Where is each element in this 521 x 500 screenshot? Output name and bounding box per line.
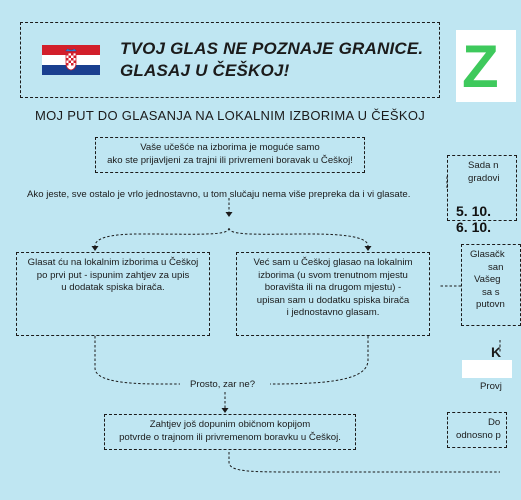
right-box-line-5: i jednostavno glasam. xyxy=(286,307,380,318)
arrowhead-down-left xyxy=(92,246,99,251)
headline-line-2: GLASAJ U ČEŠKOJ! xyxy=(120,61,290,80)
right-info-box-3 xyxy=(447,412,507,448)
right-info-box-2 xyxy=(461,244,521,326)
right-box1-line-2: gradovi xyxy=(468,172,500,184)
right-box-line-4: upisan sam u dodatku spiska birača xyxy=(256,294,410,306)
returning-voter-box xyxy=(236,252,430,336)
bottom-box-line-1: Zahtjev još dopunim običnom kopijom xyxy=(149,419,311,430)
left-box-line-1: Glasat ću na lokalnim izborima u Češkoj xyxy=(27,257,199,268)
bottom-box-line-2: potvrde o trajnom ili privremenom boravku u Češkoj. xyxy=(119,431,341,443)
connector-left-to-simple xyxy=(95,336,180,384)
right-box2-line-3: Vašeg xyxy=(474,274,501,285)
first-time-voter-box xyxy=(16,252,210,336)
right-white-bar xyxy=(462,360,512,378)
election-dates xyxy=(456,203,491,235)
connector-to-left-box xyxy=(95,228,229,246)
connector-to-right-box xyxy=(229,228,368,246)
arrowhead-down-1 xyxy=(226,212,233,217)
connector-right-to-simple xyxy=(270,336,368,384)
arrowhead-down-bottom xyxy=(222,408,229,413)
right-box-line-3: boravišta ili na drugom mjestu) - xyxy=(264,282,402,293)
start-box-line-2: ako ste prijavljeni za trajni ili privremeni boravak u Češkoj! xyxy=(107,154,353,166)
simple-question-text: Prosto, zar ne? xyxy=(190,379,256,390)
right-box-line-2: izborima (u svom trenutnom mjestu xyxy=(258,269,408,281)
left-box-line-3: u dodatak spiska birača. xyxy=(61,282,165,293)
right-box2-line-5: putovn xyxy=(476,299,505,310)
right-box3-line-1: Do xyxy=(488,417,501,428)
right-box2-line-1: Glasačk xyxy=(470,249,505,260)
yes-instruction-text: Ako jeste, sve ostalo je vrlo jednostavno, u tom slučaju nema više prepreka da i vi glasate. xyxy=(27,189,411,200)
right-box1-line-1: Sada n xyxy=(468,160,499,171)
right-box-line-1: Već sam u Češkoj glasao na lokalnim xyxy=(253,257,413,268)
right-box2-line-2: san xyxy=(488,261,504,273)
headline xyxy=(120,38,430,82)
arrowhead-down-right xyxy=(365,246,372,251)
start-condition-box xyxy=(95,137,365,173)
right-bold-fragment: K xyxy=(491,344,502,360)
croatia-flag-icon xyxy=(42,45,100,75)
logo-letter: Z xyxy=(462,33,499,100)
headline-line-1: TVOJ GLAS NE POZNAJE GRANICE. xyxy=(120,39,424,58)
election-date-1: 5. 10. xyxy=(456,203,492,219)
attach-document-box xyxy=(104,414,356,450)
connector-bottom-to-right xyxy=(229,452,500,472)
election-date-2: 6. 10. xyxy=(456,219,492,235)
page-subtitle: MOJ PUT DO GLASANJA NA LOKALNIM IZBORIMA U ČEŠKOJ xyxy=(34,108,426,123)
right-box3-line-2: odnosno p xyxy=(456,429,501,441)
right-provj-fragment: Provj xyxy=(480,381,502,392)
start-box-line-1: Vaše učešće na izborima je moguće samo xyxy=(140,142,320,153)
right-box2-line-4: sa s xyxy=(482,286,500,298)
left-box-line-2: po prvi put - ispunim zahtjev za upis xyxy=(36,269,190,281)
